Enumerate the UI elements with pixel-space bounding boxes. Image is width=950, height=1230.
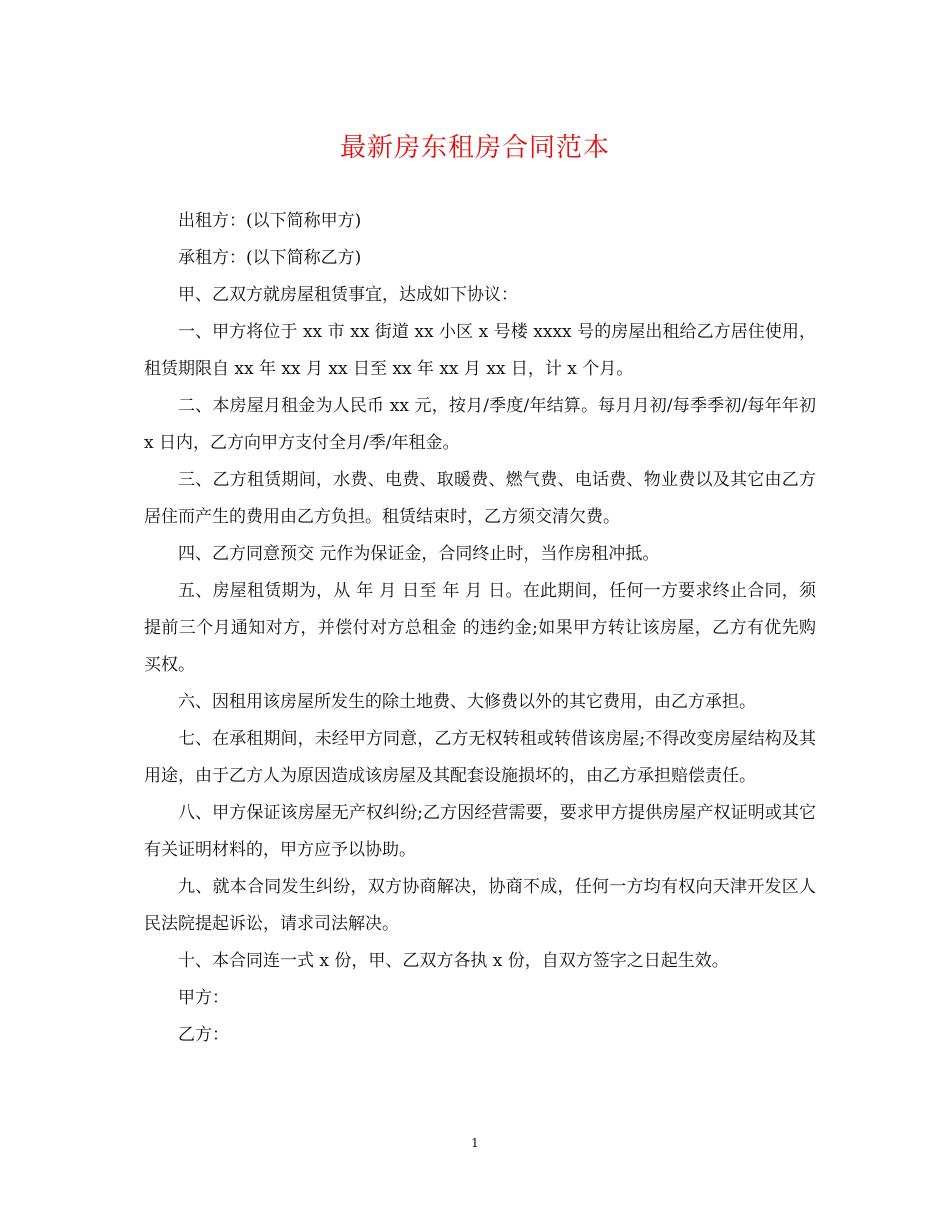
paragraph-clause-5: 五、房屋租赁期为，从 年 月 日至 年 月 日。在此期间，任何一方要求终止合同，须提前三个月通知对方，并偿付对方总租金 的违约金;如果甲方转让该房屋，乙方有优先购买权。 xyxy=(144,581,816,675)
page-number: 1 xyxy=(471,1136,479,1150)
paragraph-lessor: 出租方：(以下简称甲方) xyxy=(178,211,362,231)
document-body xyxy=(144,203,816,1054)
paragraph-clause-8: 八、甲方保证该房屋无产权纠纷;乙方因经营需要，要求甲方提供房屋产权证明或其它有关证明材料的，甲方应予以协助。 xyxy=(144,803,816,860)
paragraph-intro: 甲、乙双方就房屋租赁事宜，达成如下协议： xyxy=(178,285,518,305)
paragraph-clause-1: 一、甲方将位于 xx 市 xx 街道 xx 小区 x 号楼 xxxx 号的房屋出租给乙方居住使用，租赁期限自 xx 年 xx 月 xx 日至 xx 年 xx 月 xx 日，计 x 个月。 xyxy=(144,322,816,379)
paragraph-clause-3: 三、乙方租赁期间，水费、电费、取暖费、燃气费、电话费、物业费以及其它由乙方居住而产生的费用由乙方负担。租赁结束时，乙方须交清欠费。 xyxy=(144,470,816,527)
signature-party-b: 乙方： xyxy=(178,1025,229,1045)
document-title: 最新房东租房合同范本 xyxy=(339,133,610,163)
paragraph-clause-4: 四、乙方同意预交 元作为保证金，合同终止时，当作房租冲抵。 xyxy=(178,544,660,564)
signature-party-a: 甲方： xyxy=(178,988,229,1008)
paragraph-clause-10: 十、本合同连一式 x 份，甲、乙双方各执 x 份，自双方签字之日起生效。 xyxy=(178,951,729,971)
paragraph-clause-7: 七、在承租期间，未经甲方同意，乙方无权转租或转借该房屋;不得改变房屋结构及其用途，由于乙方人为原因造成该房屋及其配套设施损坏的，由乙方承担赔偿责任。 xyxy=(144,729,816,786)
paragraph-clause-2: 二、本房屋月租金为人民币 xx 元，按月/季度/年结算。每月月初/每季季初/每年年初 x 日内，乙方向甲方支付全月/季/年租金。 xyxy=(144,396,816,453)
paragraph-lessee: 承租方：(以下简称乙方) xyxy=(178,248,362,268)
paragraph-clause-6: 六、因租用该房屋所发生的除土地费、大修费以外的其它费用，由乙方承担。 xyxy=(178,692,756,712)
paragraph-clause-9: 九、就本合同发生纠纷，双方协商解决，协商不成，任何一方均有权向天津开发区人民法院提起诉讼，请求司法解决。 xyxy=(144,877,816,934)
